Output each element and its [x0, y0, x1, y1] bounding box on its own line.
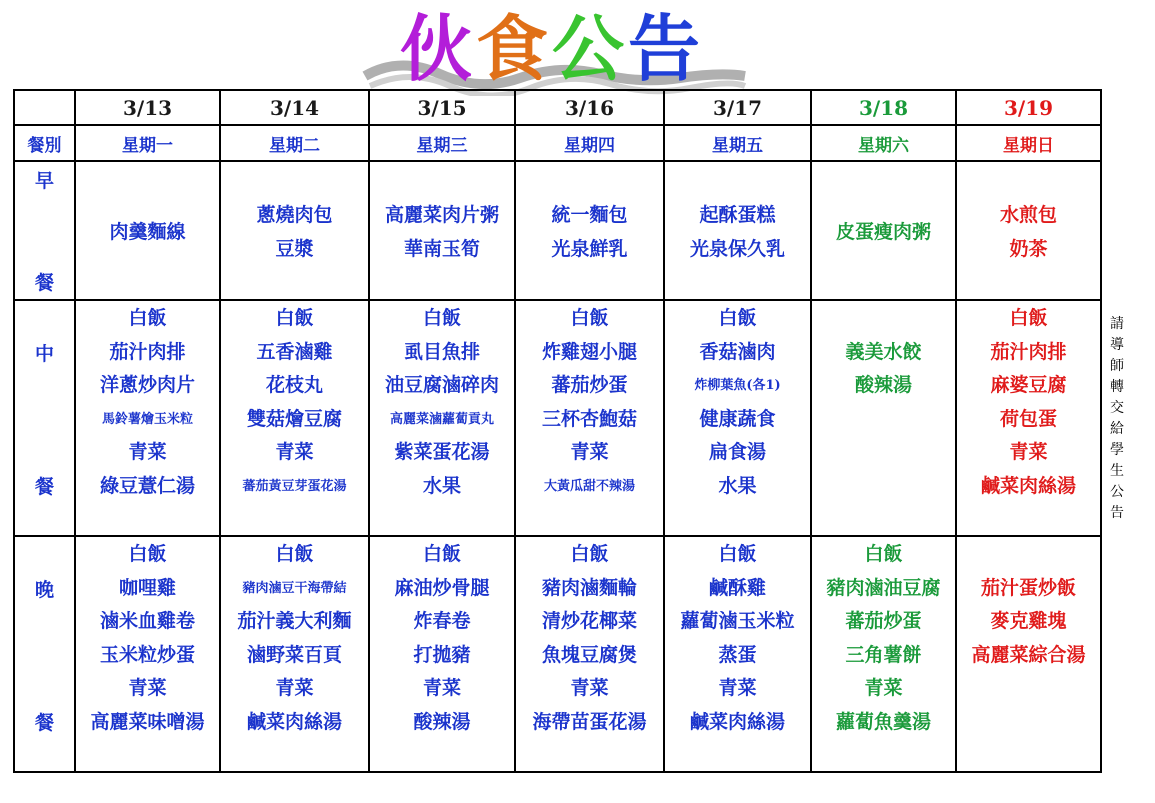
weekday-cell: 星期四 — [515, 125, 664, 161]
dish-item: 咖哩雞 — [118, 576, 176, 599]
meal-label-top: 中 — [34, 343, 54, 365]
dish-item: 青菜 — [718, 677, 757, 700]
dish-item: 麻婆豆腐 — [990, 374, 1067, 397]
dish-item: 蒸蛋 — [718, 643, 757, 666]
meal-cell — [220, 300, 369, 536]
meal-label-top: 早 — [34, 170, 54, 192]
meal-cell — [811, 300, 956, 536]
meal-cell — [664, 300, 811, 536]
dish-item: 皮蛋瘦肉粥 — [835, 220, 931, 243]
meal-cell — [956, 536, 1101, 772]
dish-item: 水煎包 — [999, 203, 1057, 226]
dish-item: 青菜 — [128, 677, 167, 700]
dish-item: 滷野菜百頁 — [246, 643, 342, 666]
dish-item: 鹹酥雞 — [708, 576, 766, 599]
dish-item: 白飯 — [275, 543, 314, 565]
dish-list — [221, 162, 368, 299]
dish-item: 麻油炒骨腿 — [394, 576, 490, 599]
title-char: 告 — [628, 6, 705, 91]
dish-item: 白飯 — [718, 307, 757, 329]
dish-item: 茄汁肉排 — [990, 340, 1067, 363]
meal-cell — [664, 161, 811, 300]
dish-item: 茄汁義大利麵 — [237, 610, 352, 633]
meal-label — [14, 536, 75, 772]
dish-item: 統一麵包 — [551, 203, 628, 226]
meal-cell — [956, 300, 1101, 536]
dish-item: 三杯杏鮑菇 — [541, 407, 637, 430]
dish-item: 大黃瓜甜不辣湯 — [543, 478, 635, 494]
date-cell: 3/18 — [811, 90, 956, 125]
dish-list — [370, 538, 514, 770]
dish-list — [957, 162, 1100, 299]
dish-item: 高麗菜肉片粥 — [384, 203, 499, 226]
dish-list — [665, 302, 810, 534]
dish-item: 青菜 — [422, 677, 461, 700]
dish-list — [370, 302, 514, 534]
dish-item: 荷包蛋 — [999, 407, 1057, 430]
title-char: 伙 — [400, 6, 477, 91]
dish-item: 光泉鮮乳 — [551, 237, 628, 260]
dish-item: 青菜 — [570, 441, 609, 464]
title-char: 公 — [552, 6, 629, 91]
meal-cell — [369, 300, 515, 536]
dish-list — [221, 538, 368, 770]
meal-cell — [220, 161, 369, 300]
dish-item: 綠豆薏仁湯 — [99, 474, 195, 497]
dish-item: 蕃茄黃豆芽蛋花湯 — [242, 478, 347, 494]
dish-item: 花枝丸 — [265, 374, 323, 397]
meal-label — [14, 161, 75, 300]
dish-item: 酸辣湯 — [854, 374, 912, 397]
meal-cell — [220, 536, 369, 772]
dish-item: 起酥蛋糕 — [699, 203, 776, 226]
dish-list — [370, 162, 514, 299]
dish-item: 炸雞翅小腿 — [541, 340, 637, 363]
meal-cell — [369, 161, 515, 300]
meal-cell — [956, 161, 1101, 300]
dish-item: 蕃茄炒蛋 — [551, 374, 628, 397]
weekday-cell: 星期五 — [664, 125, 811, 161]
meal-label-bottom: 餐 — [34, 476, 54, 498]
dish-item: 白飯 — [570, 307, 609, 329]
dish-list — [812, 302, 955, 534]
dish-item: 白飯 — [422, 543, 461, 565]
weekday-cell: 星期二 — [220, 125, 369, 161]
meal-cell — [811, 536, 956, 772]
breakfast-row — [14, 161, 1101, 300]
dish-item: 茄汁蛋炒飯 — [980, 576, 1076, 599]
dish-list — [665, 538, 810, 770]
dish-item: 青菜 — [128, 441, 167, 464]
weekday-cell: 星期日 — [956, 125, 1101, 161]
dish-item: 油豆腐滷碎肉 — [384, 374, 499, 397]
weekday-cell: 星期六 — [811, 125, 956, 161]
dish-item: 玉米粒炒蛋 — [99, 643, 195, 666]
dish-item: 健康蔬食 — [699, 407, 776, 430]
dish-list — [76, 302, 219, 534]
dish-item: 打拋豬 — [413, 643, 471, 666]
meal-cell — [664, 536, 811, 772]
dish-item: 華南玉筍 — [403, 237, 480, 260]
dish-item: 茄汁肉排 — [109, 340, 186, 363]
date-cell: 3/16 — [515, 90, 664, 125]
dish-item: 馬鈴薯燴玉米粒 — [101, 411, 193, 427]
dish-list — [516, 538, 663, 770]
dish-item: 白飯 — [864, 543, 903, 565]
dish-item: 豬肉滷麵輪 — [541, 576, 637, 599]
dish-item: 白飯 — [570, 543, 609, 565]
dish-item: 蔥燒肉包 — [256, 203, 333, 226]
dish-item: 豬肉滷豆干海帶結 — [242, 580, 347, 596]
dish-item: 高麗菜滷蘿蔔貢丸 — [389, 411, 494, 427]
title-char: 食 — [476, 6, 553, 91]
meal-cell — [75, 161, 220, 300]
dish-item: 白飯 — [718, 543, 757, 565]
dish-item: 青菜 — [1009, 441, 1048, 464]
dish-list — [76, 538, 219, 770]
dish-item: 豆漿 — [275, 237, 314, 260]
meal-label — [14, 300, 75, 536]
dish-item — [1025, 538, 1032, 572]
dish-item: 豬肉滷油豆腐 — [826, 576, 941, 599]
date-cell: 3/19 — [956, 90, 1101, 125]
weekday-cell: 星期一 — [75, 125, 220, 161]
dish-list — [516, 302, 663, 534]
date-cell: 3/14 — [220, 90, 369, 125]
dish-list — [812, 538, 955, 770]
dish-list — [957, 538, 1100, 770]
meal-type-header: 餐別 — [14, 125, 75, 161]
dish-item: 蕃茄炒蛋 — [845, 610, 922, 633]
dish-item: 滷米血雞卷 — [99, 610, 195, 633]
dish-item: 水果 — [422, 474, 461, 497]
dish-item: 青菜 — [275, 441, 314, 464]
dish-item: 海帶苗蛋花湯 — [532, 710, 647, 733]
meal-cell — [515, 161, 664, 300]
dish-item: 白飯 — [128, 543, 167, 565]
dish-item: 雙菇燴豆腐 — [246, 407, 342, 430]
dish-item: 義美水餃 — [845, 340, 922, 363]
dish-item: 水果 — [718, 474, 757, 497]
date-cell: 3/17 — [664, 90, 811, 125]
dish-item: 白飯 — [128, 307, 167, 329]
side-note: 請導師轉交給學生公告 — [1110, 316, 1124, 521]
dish-item: 炸柳葉魚(各1) — [694, 378, 781, 394]
dish-item: 奶茶 — [1009, 237, 1048, 260]
date-cell: 3/15 — [369, 90, 515, 125]
meal-cell — [515, 536, 664, 772]
dish-item: 高麗菜味噌湯 — [90, 710, 205, 733]
meal-cell — [75, 536, 220, 772]
dish-item: 炸春卷 — [413, 610, 471, 633]
dish-item: 青菜 — [570, 677, 609, 700]
dish-item: 光泉保久乳 — [689, 237, 785, 260]
dish-item: 鹹菜肉絲湯 — [980, 474, 1076, 497]
dish-item: 香菇滷肉 — [699, 340, 776, 363]
dish-item: 白飯 — [422, 307, 461, 329]
dish-item: 魚塊豆腐煲 — [541, 643, 637, 666]
dish-item: 白飯 — [275, 307, 314, 329]
dish-item: 五香滷雞 — [256, 340, 333, 363]
meal-cell — [369, 536, 515, 772]
dish-item: 洋蔥炒肉片 — [99, 374, 195, 397]
meal-cell — [811, 161, 956, 300]
dish-list — [76, 162, 219, 299]
meal-label-top: 晚 — [34, 579, 54, 601]
dinner-row — [14, 536, 1101, 772]
dish-item: 麥克雞塊 — [990, 610, 1067, 633]
dish-item: 鹹菜肉絲湯 — [246, 710, 342, 733]
dish-item: 青菜 — [275, 677, 314, 700]
dish-item: 三角薯餅 — [845, 643, 922, 666]
dish-item: 紫菜蛋花湯 — [394, 441, 490, 464]
dish-list — [957, 302, 1100, 534]
dish-item: 高麗菜綜合湯 — [971, 643, 1086, 666]
meal-label-bottom: 餐 — [34, 272, 54, 294]
dish-item: 白飯 — [1009, 307, 1048, 329]
menu-table — [13, 89, 1102, 773]
meal-cell — [75, 300, 220, 536]
dish-list — [516, 162, 663, 299]
dish-item: 酸辣湯 — [413, 710, 471, 733]
date-row — [14, 90, 1101, 125]
dish-list — [665, 162, 810, 299]
corner-cell — [14, 90, 75, 125]
dish-item: 青菜 — [864, 677, 903, 700]
title-banner — [360, 4, 760, 94]
weekday-row — [14, 125, 1101, 161]
dish-item: 鹹菜肉絲湯 — [689, 710, 785, 733]
meal-label-bottom: 餐 — [34, 712, 54, 734]
date-cell: 3/13 — [75, 90, 220, 125]
dish-list — [812, 162, 955, 299]
dish-item: 扁食湯 — [708, 441, 766, 464]
page-title — [400, 4, 704, 94]
weekday-cell: 星期三 — [369, 125, 515, 161]
meal-cell — [515, 300, 664, 536]
dish-list — [221, 302, 368, 534]
dish-item: 蘿蔔魚羹湯 — [835, 710, 931, 733]
dish-item: 蘿蔔滷玉米粒 — [680, 610, 795, 633]
dish-item: 虱目魚排 — [403, 340, 480, 363]
dish-item: 肉羹麵線 — [109, 220, 186, 243]
lunch-row — [14, 300, 1101, 536]
dish-item — [880, 302, 887, 336]
dish-item: 清炒花椰菜 — [541, 610, 637, 633]
